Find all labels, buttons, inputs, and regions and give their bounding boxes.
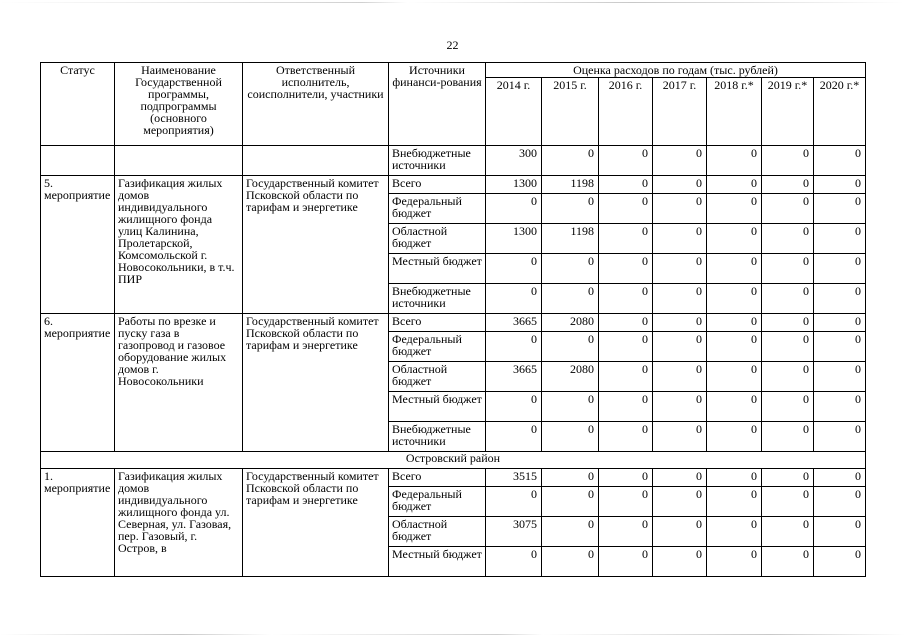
- value-cell: 0: [542, 332, 599, 362]
- value-cell: 0: [762, 146, 814, 176]
- value-cell: 0: [762, 487, 814, 517]
- value-cell: 3075: [486, 517, 542, 547]
- value-cell: 0: [599, 224, 653, 254]
- expenditure-table: [40, 62, 866, 577]
- value-cell: 0: [707, 517, 762, 547]
- value-cell: 0: [707, 362, 762, 392]
- value-cell: 0: [762, 194, 814, 224]
- header-year: 2018 г.*: [707, 78, 762, 146]
- value-cell: 0: [814, 284, 866, 314]
- value-cell: 0: [599, 487, 653, 517]
- value-cell: 0: [486, 284, 542, 314]
- header-year: 2020 г.*: [814, 78, 866, 146]
- value-cell: 0: [653, 314, 707, 332]
- value-cell: 0: [814, 547, 866, 577]
- value-cell: 2080: [542, 314, 599, 332]
- value-cell: 0: [762, 469, 814, 487]
- value-cell: 0: [814, 422, 866, 452]
- value-cell: 300: [486, 146, 542, 176]
- value-cell: 2080: [542, 362, 599, 392]
- value-cell: 0: [542, 469, 599, 487]
- value-cell: 3665: [486, 314, 542, 332]
- value-cell: 0: [814, 392, 866, 422]
- table-row: [41, 314, 866, 332]
- value-cell: 0: [762, 224, 814, 254]
- value-cell: 0: [707, 194, 762, 224]
- value-cell: 0: [653, 487, 707, 517]
- value-cell: 3665: [486, 362, 542, 392]
- value-cell: 0: [707, 469, 762, 487]
- value-cell: 0: [542, 254, 599, 284]
- district-heading: Островский район: [41, 452, 866, 469]
- table-row: [41, 469, 866, 487]
- value-cell: 0: [762, 332, 814, 362]
- activity-executor: Государственный комитет Псковской области по тарифам и энергетике: [243, 469, 389, 577]
- value-cell: 0: [542, 422, 599, 452]
- value-cell: 0: [486, 392, 542, 422]
- value-cell: 0: [762, 362, 814, 392]
- value-cell: 0: [653, 194, 707, 224]
- funding-source: Всего: [389, 469, 486, 487]
- value-cell: 0: [653, 254, 707, 284]
- activity-status: 5. мероприятие: [41, 176, 115, 314]
- value-cell: 0: [542, 284, 599, 314]
- funding-source: Всего: [389, 176, 486, 194]
- funding-source: Внебюджетные источники: [389, 146, 486, 176]
- activity-name: Газификация жилых домов индивидуального жилищного фонда ул. Северная, ул. Газовая, пер. Газовый, г. Остров, в: [115, 469, 243, 577]
- value-cell: 0: [599, 469, 653, 487]
- value-cell: 0: [707, 392, 762, 422]
- value-cell: 1300: [486, 176, 542, 194]
- value-cell: 0: [653, 362, 707, 392]
- empty-cell: [243, 146, 389, 176]
- value-cell: 0: [653, 332, 707, 362]
- value-cell: 0: [707, 422, 762, 452]
- header-year: 2014 г.: [486, 78, 542, 146]
- value-cell: 0: [707, 254, 762, 284]
- value-cell: 0: [653, 392, 707, 422]
- value-cell: 0: [542, 487, 599, 517]
- header-year: 2017 г.: [653, 78, 707, 146]
- funding-source: Федеральный бюджет: [389, 194, 486, 224]
- header-year: 2016 г.: [599, 78, 653, 146]
- value-cell: 0: [599, 517, 653, 547]
- value-cell: 0: [707, 332, 762, 362]
- value-cell: 0: [599, 392, 653, 422]
- header-year: 2015 г.: [542, 78, 599, 146]
- funding-source: Областной бюджет: [389, 224, 486, 254]
- value-cell: 0: [814, 224, 866, 254]
- table-row: [41, 176, 866, 194]
- header-status: Статус: [41, 63, 115, 146]
- value-cell: 0: [762, 284, 814, 314]
- activity-executor: Государственный комитет Псковской области по тарифам и энергетике: [243, 176, 389, 314]
- value-cell: 0: [653, 146, 707, 176]
- value-cell: 0: [814, 517, 866, 547]
- funding-source: Местный бюджет: [389, 254, 486, 284]
- value-cell: 0: [486, 547, 542, 577]
- value-cell: 0: [542, 547, 599, 577]
- value-cell: 0: [599, 332, 653, 362]
- value-cell: 0: [814, 487, 866, 517]
- funding-source: Местный бюджет: [389, 547, 486, 577]
- value-cell: 0: [814, 332, 866, 362]
- value-cell: 0: [653, 547, 707, 577]
- funding-source: Местный бюджет: [389, 392, 486, 422]
- value-cell: 0: [653, 422, 707, 452]
- value-cell: 0: [707, 547, 762, 577]
- activity-executor: Государственный комитет Псковской области по тарифам и энергетике: [243, 314, 389, 452]
- value-cell: 0: [653, 224, 707, 254]
- funding-source: Областной бюджет: [389, 362, 486, 392]
- funding-source: Федеральный бюджет: [389, 332, 486, 362]
- value-cell: 0: [762, 517, 814, 547]
- value-cell: 0: [486, 254, 542, 284]
- activity-name: Работы по врезке и пуску газа в газопровод и газовое оборудование жилых домов г. Новосокольники: [115, 314, 243, 452]
- activity-name: Газификация жилых домов индивидуального жилищного фонда улиц Калинина, Пролетарской, Комсомольской г. Новосокольники, в т.ч. ПИР: [115, 176, 243, 314]
- value-cell: 0: [762, 176, 814, 194]
- value-cell: 0: [762, 254, 814, 284]
- value-cell: 0: [599, 362, 653, 392]
- value-cell: 1198: [542, 224, 599, 254]
- header-year: 2019 г.*: [762, 78, 814, 146]
- value-cell: 0: [486, 194, 542, 224]
- activity-status: 1. мероприятие: [41, 469, 115, 577]
- value-cell: 0: [814, 314, 866, 332]
- activity-status: 6. мероприятие: [41, 314, 115, 452]
- header-executor: Ответственный исполнитель, соисполнители, участники: [243, 63, 389, 146]
- value-cell: 0: [814, 362, 866, 392]
- empty-cell: [41, 146, 115, 176]
- value-cell: 1198: [542, 176, 599, 194]
- value-cell: 0: [653, 517, 707, 547]
- value-cell: 0: [599, 194, 653, 224]
- value-cell: 0: [653, 469, 707, 487]
- value-cell: 0: [762, 422, 814, 452]
- value-cell: 0: [542, 517, 599, 547]
- value-cell: 0: [542, 194, 599, 224]
- value-cell: 0: [599, 146, 653, 176]
- funding-source: Федеральный бюджет: [389, 487, 486, 517]
- value-cell: 0: [599, 547, 653, 577]
- table-row: [41, 146, 866, 176]
- value-cell: 0: [707, 314, 762, 332]
- page-number: 22: [446, 38, 459, 52]
- value-cell: 0: [762, 547, 814, 577]
- value-cell: 0: [707, 224, 762, 254]
- value-cell: 0: [486, 422, 542, 452]
- value-cell: 0: [762, 392, 814, 422]
- value-cell: 0: [707, 176, 762, 194]
- header-estimate: Оценка расходов по годам (тыс. рублей): [486, 63, 866, 78]
- value-cell: 0: [653, 176, 707, 194]
- scan-noise-bottom: [0, 634, 905, 635]
- value-cell: 0: [814, 146, 866, 176]
- empty-cell: [115, 146, 243, 176]
- header-source: Источники финанси-рования: [389, 63, 486, 146]
- value-cell: 0: [814, 176, 866, 194]
- value-cell: 0: [599, 176, 653, 194]
- table-row: [41, 452, 866, 469]
- funding-source: Всего: [389, 314, 486, 332]
- funding-source: Внебюджетные источники: [389, 284, 486, 314]
- value-cell: 3515: [486, 469, 542, 487]
- header-name: Наименование Государственной программы, подпрограммы (основного мероприятия): [115, 63, 243, 146]
- value-cell: 0: [542, 146, 599, 176]
- scan-noise-top: [0, 2, 905, 3]
- funding-source: Внебюджетные источники: [389, 422, 486, 452]
- value-cell: 0: [653, 284, 707, 314]
- value-cell: 0: [599, 284, 653, 314]
- value-cell: 0: [707, 487, 762, 517]
- value-cell: 0: [814, 469, 866, 487]
- value-cell: 0: [814, 194, 866, 224]
- value-cell: 0: [707, 284, 762, 314]
- value-cell: 0: [762, 314, 814, 332]
- value-cell: 0: [599, 314, 653, 332]
- funding-source: Областной бюджет: [389, 517, 486, 547]
- value-cell: 0: [486, 332, 542, 362]
- value-cell: 0: [814, 254, 866, 284]
- value-cell: 1300: [486, 224, 542, 254]
- value-cell: 0: [486, 487, 542, 517]
- value-cell: 0: [707, 146, 762, 176]
- value-cell: 0: [542, 392, 599, 422]
- value-cell: 0: [599, 254, 653, 284]
- value-cell: 0: [599, 422, 653, 452]
